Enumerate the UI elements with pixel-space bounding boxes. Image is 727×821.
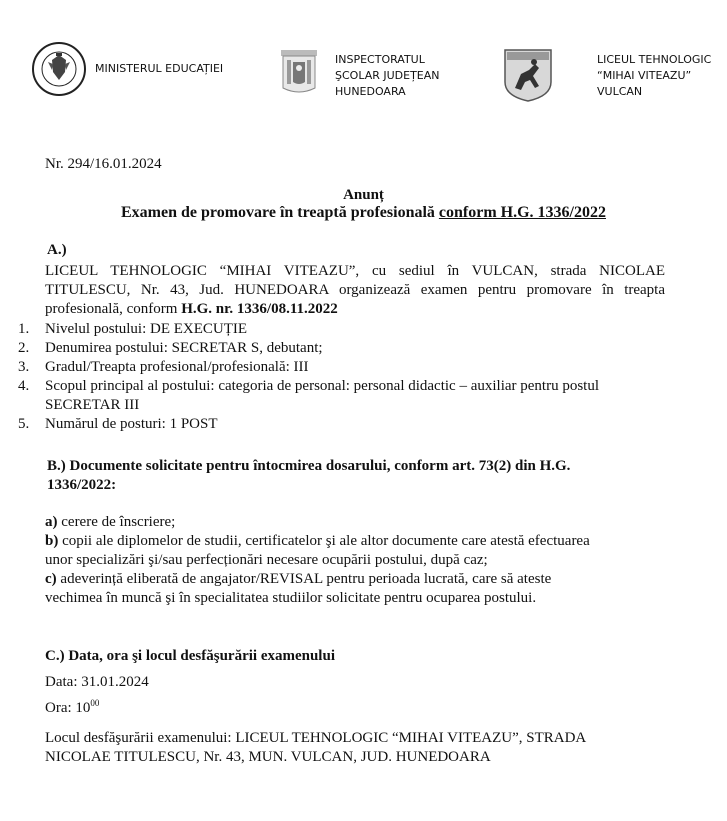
exam-location: Locul desfăşurării examenului: LICEUL TEHNOLOGIC “MIHAI VITEAZU”, STRADA [45,730,587,746]
ministry-name: MINISTERUL EDUCAȚIEI [95,62,224,75]
document-item-a: a) cerere de înscriere; [45,514,176,530]
letterhead [0,0,727,130]
school-coat-of-arms-icon [503,48,553,102]
document-title: Anunț [343,187,384,203]
section-b-heading: B.) Documente solicitate pentru întocmirea dosarului, conform art. 73(2) din H.G. [47,458,571,474]
section-a-line: TITULESCU, Nr. 43, Jud. HUNEDOARA organizează examen pentru promovare în treapta [45,282,665,298]
section-a-line: profesională, conform H.G. nr. 1336/08.11.2022 [45,301,338,317]
section-a-heading: A.) [47,242,67,258]
exam-location-cont: NICOLAE TITULESCU, Nr. 43, MUN. VULCAN, JUD. HUNEDOARA [45,749,491,765]
document-item-b: b) copii ale diplomelor de studii, certificatelor şi ale altor documente care atestă efectuarea [45,533,590,549]
section-c-heading: C.) Data, ora şi locul desfăşurării examenului [45,648,335,664]
section-b-heading: 1336/2022: [47,477,117,493]
exam-date: Data: 31.01.2024 [45,674,149,690]
inspectorate-name: INSPECTORATUL ŞCOLAR JUDEȚEAN HUNEDOARA [335,53,440,98]
school-name: LICEUL TEHNOLOGIC “MIHAI VITEAZU” VULCAN [597,53,712,98]
government-seal-icon [32,42,86,96]
inspectorate-emblem-icon [273,46,325,96]
document-item-c-cont: vechimea în muncă şi în specialitatea studiilor solicitate pentru ocuparea postului. [45,590,537,606]
registration-number: Nr. 294/16.01.2024 [45,156,162,172]
document-item-c: c) adeverință eliberată de angajator/REVISAL pentru perioada lucrată, care să ateste [45,571,552,587]
section-a-line: LICEUL TEHNOLOGIC “MIHAI VITEAZU”, cu sediul în VULCAN, strada NICOLAE [45,263,665,279]
document-item-b-cont: unor specializări şi/sau perfecționări necesare ocupării postului, după caz; [45,552,488,568]
exam-time: Ora: $10^{00}$ [45,698,100,716]
document-subtitle: Examen de promovare în treaptă profesională conform H.G. 1336/2022 [120,204,606,221]
